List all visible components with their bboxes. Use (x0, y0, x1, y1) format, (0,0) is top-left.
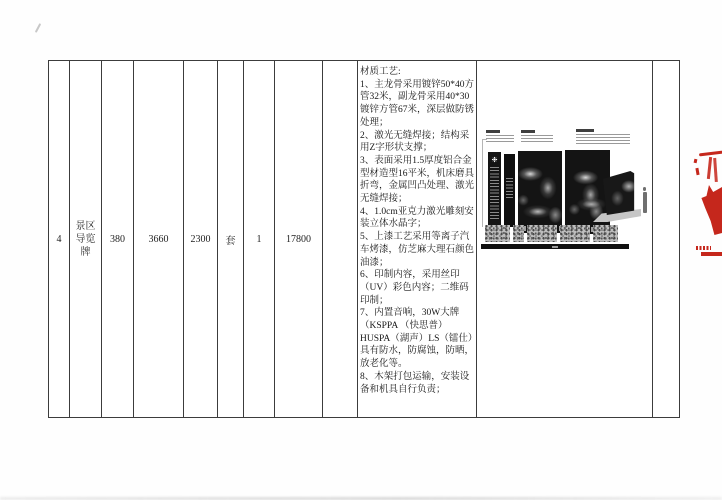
granite-base (485, 225, 510, 242)
figure-head (643, 187, 647, 191)
annotation-title-bar (521, 130, 535, 133)
figure-body (643, 192, 647, 213)
annotation-label (521, 130, 553, 143)
granite-base (560, 225, 590, 242)
footer-bar-mark (552, 246, 558, 248)
annotation-text-lines (486, 135, 514, 143)
seal-stroke (694, 159, 698, 164)
emblem-icon: ❉ (491, 156, 498, 164)
dimension-line (482, 139, 483, 227)
seal-blob (701, 185, 722, 235)
cell-blank (653, 61, 681, 417)
spec-item: 1、主龙骨采用镀锌50*40方管32米，副龙骨采用40*30镀锌方管67米，深层做防锈处理； (360, 79, 475, 128)
seal-stroke (695, 168, 699, 175)
image-footer-bar (481, 244, 629, 249)
seal-stroke (707, 157, 712, 179)
cell-dimension-depth: 380 (102, 61, 134, 417)
annotation-text-lines (576, 134, 630, 145)
granite-base (593, 225, 618, 242)
annotation-label (576, 129, 630, 145)
seal-underline-bar (701, 252, 722, 256)
spec-item: 4、1.0cm亚克力激光雕刻安装立体水晶字； (360, 206, 474, 230)
perspective-sign-view (603, 171, 641, 215)
sign-panel-text (504, 154, 515, 227)
seal-stroke (713, 158, 717, 182)
signage-design-rendering (479, 113, 649, 249)
annotation-title-bar (486, 130, 500, 133)
dimension-line (482, 139, 487, 140)
sign-panel-map-left (518, 151, 562, 233)
annotation-title-bar (576, 129, 594, 132)
spec-item: 8、木架打包运输，安装设备和机具自行负责； (360, 371, 470, 395)
granite-base (513, 225, 524, 242)
spec-item: 3、表面采用1.5厚度铝合金型材造型16平米，机床磨具折弯，金属凹凸处理、激光无缝焊接； (360, 155, 475, 205)
cell-unit: 套 (218, 61, 244, 417)
sign-panel-logo (488, 152, 501, 228)
annotation-text-lines (521, 135, 553, 143)
cell-item-name: 景区导览牌 (70, 61, 102, 417)
human-figure-silhouette (642, 187, 647, 213)
spec-item: 7、内置音响，30W大牌（KSPPA （快思普）HUSPA（湖声）LS（镭仕）具有防水，防腐蚀，防晒，放老化等。 (360, 308, 475, 370)
cell-design-image (477, 61, 653, 417)
spec-title: 材质工艺: (360, 67, 401, 77)
cell-amount: 17800 (275, 61, 323, 417)
seal-stroke (699, 151, 722, 157)
pen-mark-artifact (35, 23, 41, 33)
cell-material-process-spec (358, 61, 477, 417)
spec-item: 6、印制内容，采用丝印（UV）彩色内容；二维码印制； (360, 270, 469, 306)
spec-item: 5、上漆工艺采用等离子汽车烤漆，仿芝麻大理石颜色油漆； (360, 232, 475, 268)
cell-quantity: 1 (244, 61, 275, 417)
panel-text-lines (506, 178, 513, 198)
cell-dimension-height: 2300 (184, 61, 218, 417)
cell-dimension-width: 3660 (134, 61, 184, 417)
granite-base (527, 225, 557, 242)
red-seal-stamp (694, 145, 722, 261)
cell-serial-number: 4 (49, 61, 70, 417)
annotation-label (486, 130, 514, 143)
seal-fine-print (696, 246, 711, 250)
panel-text-lines (490, 167, 499, 219)
cell-blank (323, 61, 358, 417)
quotation-table (48, 60, 680, 418)
spec-item: 2、激光无缝焊接；结构采用Z字形状支撑； (360, 130, 470, 154)
